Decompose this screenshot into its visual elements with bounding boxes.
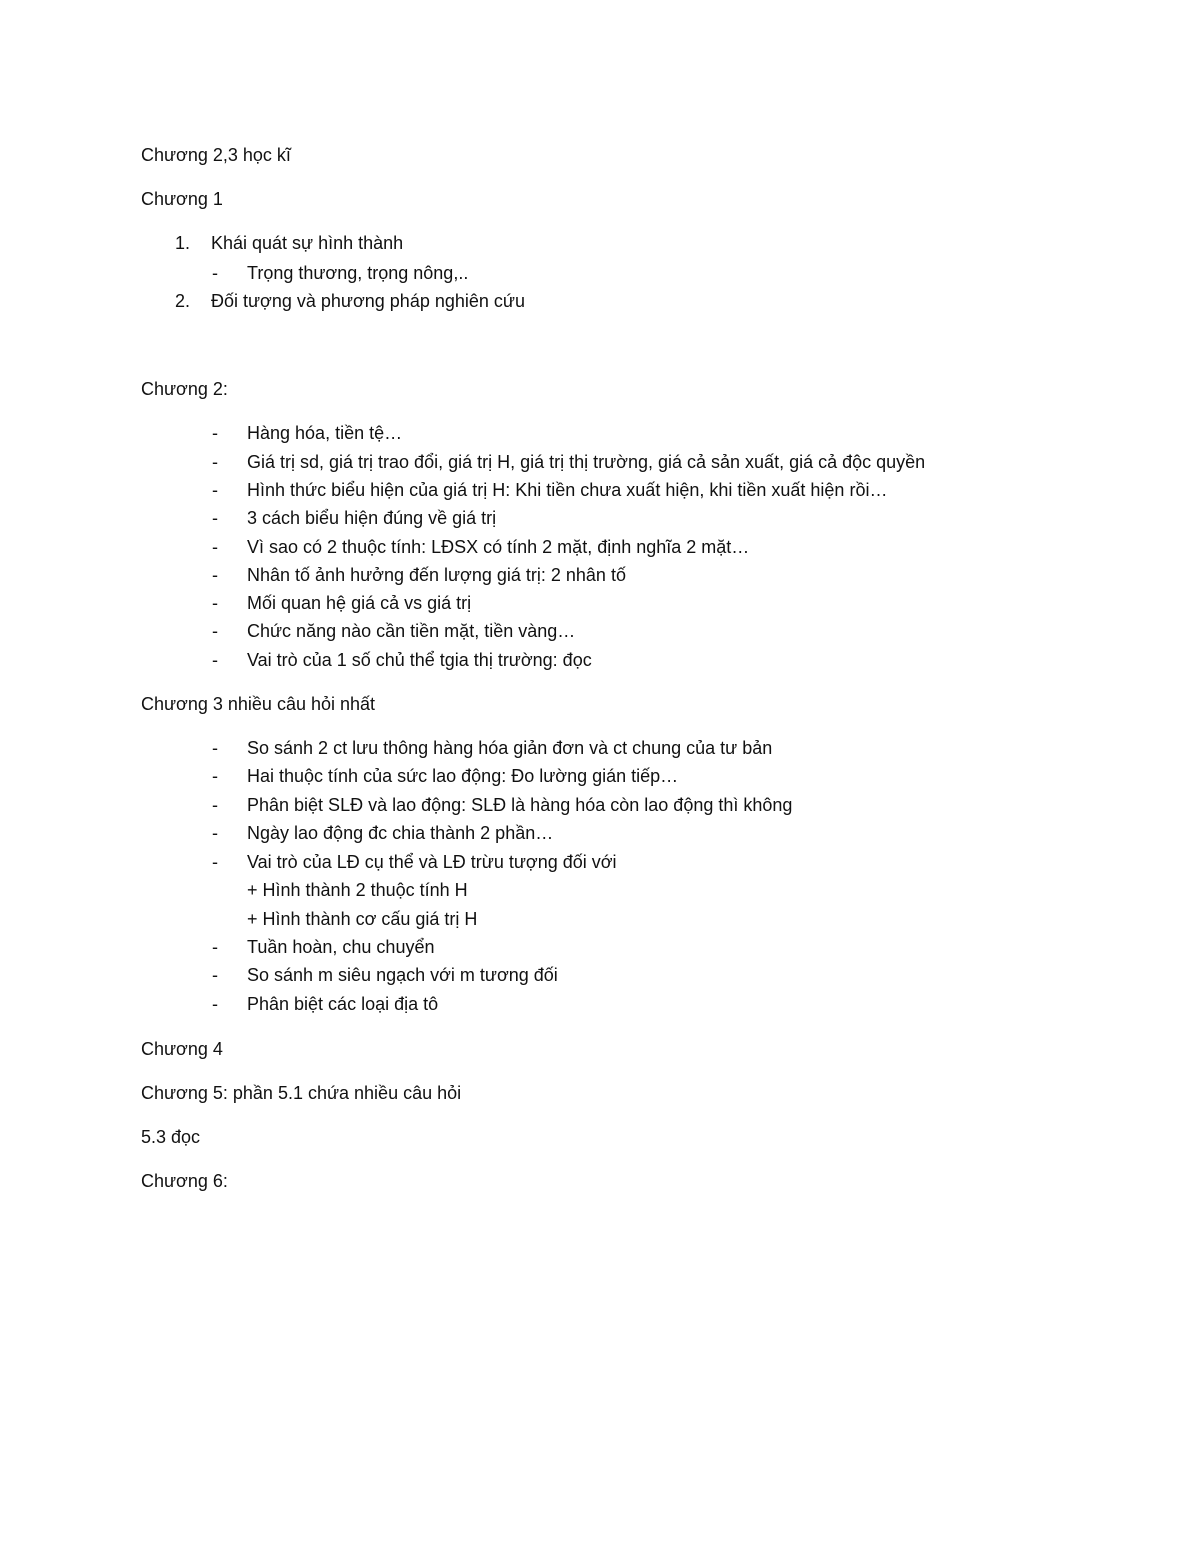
chapter-2-heading: Chương 2: — [141, 379, 228, 399]
list-item: Khái quát sự hình thành — [211, 233, 404, 253]
list-item: Vai trò của LĐ cụ thể và LĐ trừu tượng đối với — [247, 852, 617, 872]
list-item: Nhân tố ảnh hưởng đến lượng giá trị: 2 nhân tố — [247, 565, 626, 585]
list-marker: - — [212, 766, 218, 786]
list-marker: 2. — [175, 291, 191, 311]
list-item: Ngày lao động đc chia thành 2 phần… — [247, 823, 554, 843]
list-marker: - — [212, 738, 218, 758]
list-item: Hình thức biểu hiện của giá trị H: Khi tiền chưa xuất hiện, khi tiền xuất hiện rồi… — [247, 480, 888, 500]
list-marker: - — [212, 565, 218, 585]
list-item: Mối quan hệ giá cả vs giá trị — [247, 593, 472, 613]
list-marker: - — [212, 480, 218, 500]
list-item: Hai thuộc tính của sức lao động: Đo lường gián tiếp… — [247, 766, 679, 786]
list-marker: 1. — [175, 233, 191, 253]
list-marker: - — [212, 621, 218, 641]
list-marker: - — [212, 795, 218, 815]
list-marker: - — [212, 650, 218, 670]
list-marker: - — [212, 823, 218, 843]
chapter-1-heading: Chương 1 — [141, 189, 223, 209]
list-item: Vai trò của 1 số chủ thể tgia thị trường: đọc — [247, 650, 592, 670]
list-item: Vì sao có 2 thuộc tính: LĐSX có tính 2 mặt, định nghĩa 2 mặt… — [247, 537, 750, 557]
list-item: 3 cách biểu hiện đúng về giá trị — [247, 508, 497, 528]
list-marker: - — [212, 423, 218, 443]
chapter-6-heading: Chương 6: — [141, 1171, 228, 1191]
list-subitem: + Hình thành cơ cấu giá trị H — [247, 909, 478, 929]
list-marker: - — [212, 994, 218, 1014]
document-title: Chương 2,3 học kĩ — [141, 145, 291, 165]
list-item: Đối tượng và phương pháp nghiên cứu — [211, 291, 525, 311]
list-item: Hàng hóa, tiền tệ… — [247, 423, 403, 443]
list-marker: - — [212, 263, 218, 283]
list-item: Tuần hoàn, chu chuyển — [247, 937, 435, 957]
list-item: So sánh 2 ct lưu thông hàng hóa giản đơn và ct chung của tư bản — [247, 738, 773, 758]
list-marker: - — [212, 537, 218, 557]
list-item: Giá trị sd, giá trị trao đổi, giá trị H, giá trị thị trường, giá cả sản xuất, giá cả độc quyền — [247, 452, 926, 472]
list-marker: - — [212, 508, 218, 528]
list-marker: - — [212, 452, 218, 472]
chapter-4-heading: Chương 4 — [141, 1039, 223, 1059]
list-item: Chức năng nào cần tiền mặt, tiền vàng… — [247, 621, 576, 641]
list-item: Trọng thương, trọng nông,.. — [247, 263, 469, 283]
list-subitem: + Hình thành 2 thuộc tính H — [247, 880, 468, 900]
chapter-5-heading: Chương 5: phần 5.1 chứa nhiều câu hỏi — [141, 1083, 462, 1103]
list-item: Phân biệt SLĐ và lao động: SLĐ là hàng hóa còn lao động thì không — [247, 795, 793, 815]
list-marker: - — [212, 852, 218, 872]
list-marker: - — [212, 965, 218, 985]
list-marker: - — [212, 937, 218, 957]
list-item: So sánh m siêu ngạch với m tương đối — [247, 965, 558, 985]
list-marker: - — [212, 593, 218, 613]
section-5-3-heading: 5.3 đọc — [141, 1127, 201, 1147]
chapter-3-heading: Chương 3 nhiều câu hỏi nhất — [141, 694, 376, 714]
list-item: Phân biệt các loại địa tô — [247, 994, 439, 1014]
